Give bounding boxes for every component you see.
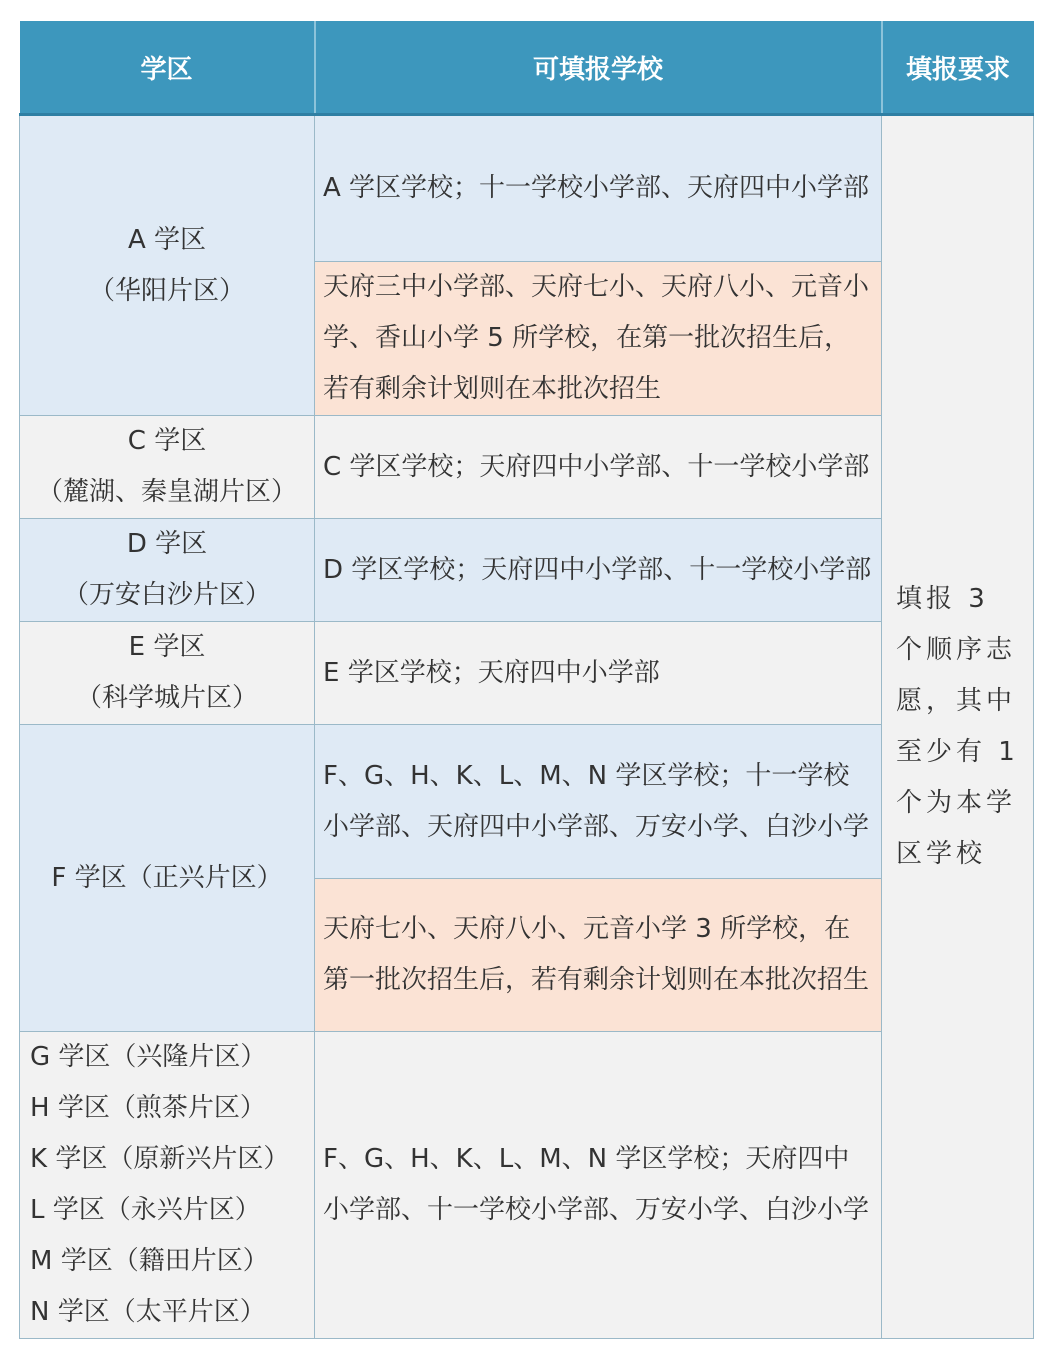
district-area: （华阳片区） [88, 275, 245, 306]
header-row [20, 21, 1034, 115]
district-area: （科学城片区） [75, 683, 258, 713]
requirement-text: 填报 3 个顺序志愿，其中至少有 1 个为本学区学校 [896, 584, 1019, 869]
district-item-n: N 学区（太平片区） [30, 1297, 266, 1327]
table-row [20, 725, 1034, 879]
requirement-cell [882, 115, 1034, 1339]
district-area: （万安白沙片区） [62, 580, 271, 610]
header-district: 学区 [20, 21, 315, 115]
district-name: E 学区 [128, 632, 206, 662]
district-d [20, 519, 315, 622]
district-name: D 学区 [126, 529, 208, 559]
district-area: （麓湖、秦皇湖片区） [36, 477, 297, 507]
schools-f-main: F、G、H、K、L、M、N 学区学校；十一学校小学部、天府四中小学部、万安小学、白沙小学 [315, 725, 882, 879]
schools-a-extra: 天府三中小学部、天府七小、天府八小、元音小学、香山小学 5 所学校，在第一批次招生后，若有剩余计划则在本批次招生 [315, 262, 882, 416]
district-item-m: M 学区（籍田片区） [30, 1246, 269, 1276]
header-schools: 可填报学校 [315, 21, 882, 115]
table-row [20, 519, 1034, 622]
schools-a-main: A 学区学校；十一学校小学部、天府四中小学部 [315, 115, 882, 262]
district-name: A 学区 [127, 224, 207, 255]
district-school-table [19, 21, 1034, 1339]
table-row [20, 115, 1034, 262]
district-g-n [20, 1032, 315, 1339]
schools-c: C 学区学校；天府四中小学部、十一学校小学部 [315, 416, 882, 519]
district-item-g: G 学区（兴隆片区） [30, 1042, 267, 1072]
district-name: C 学区 [127, 426, 207, 456]
schools-d: D 学区学校；天府四中小学部、十一学校小学部 [315, 519, 882, 622]
schools-f-extra: 天府七小、天府八小、元音小学 3 所学校，在第一批次招生后，若有剩余计划则在本批次招生 [315, 879, 882, 1032]
header-requirement: 填报要求 [882, 21, 1034, 115]
district-item-h: H 学区（煎茶片区） [30, 1093, 266, 1123]
district-f [20, 725, 315, 1032]
district-c [20, 416, 315, 519]
district-name: F 学区（正兴片区） [51, 862, 283, 893]
table-row [20, 1032, 1034, 1339]
schools-e: E 学区学校；天府四中小学部 [315, 622, 882, 725]
district-a [20, 115, 315, 416]
district-item-k: K 学区（原新兴片区） [30, 1144, 290, 1174]
district-item-l: L 学区（永兴片区） [30, 1195, 261, 1225]
schools-g-n: F、G、H、K、L、M、N 学区学校；天府四中小学部、十一学校小学部、万安小学、白沙小学 [315, 1032, 882, 1339]
table-row [20, 622, 1034, 725]
table-row [20, 416, 1034, 519]
district-e [20, 622, 315, 725]
